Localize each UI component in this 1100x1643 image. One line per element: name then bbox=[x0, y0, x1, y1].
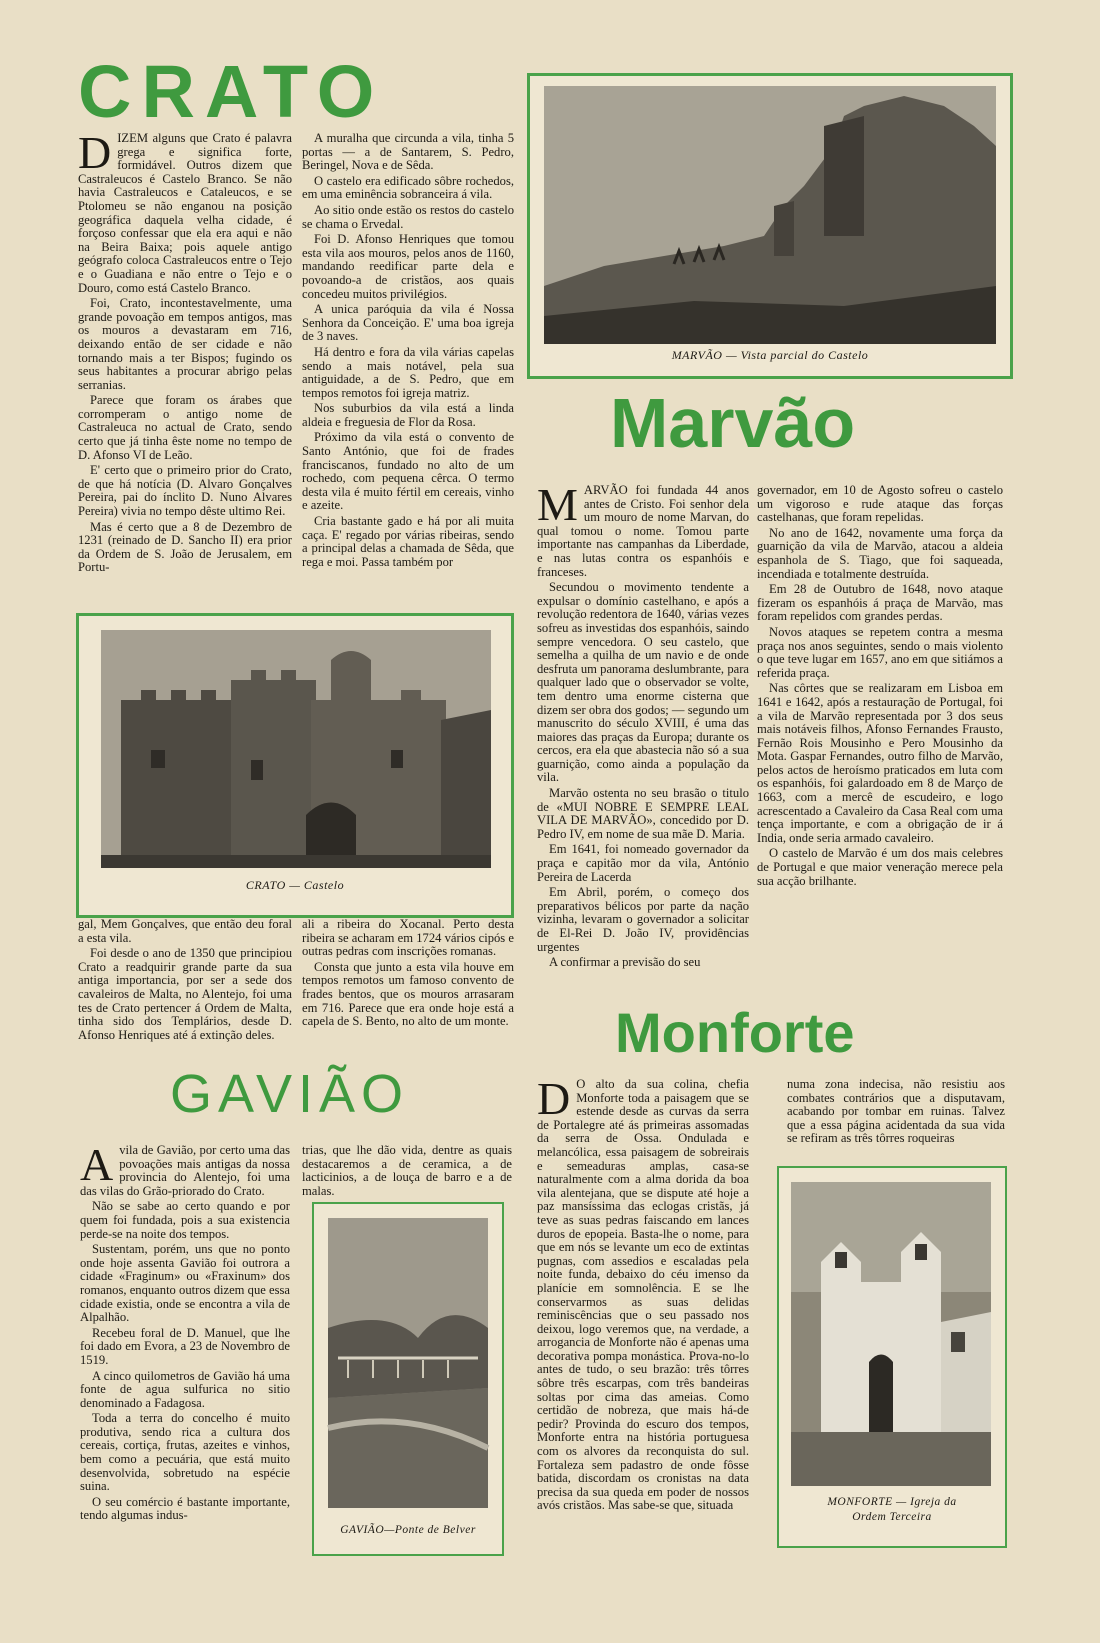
marvao-col1-p6: A confirmar a previsão do seu bbox=[549, 955, 701, 970]
marvao-col1-p1: ARVÃO foi fundada 44 anos antes de Cristo. Foi senhor dela um mouro de nome Marvan, do qual tomou o nome. Tomou parte importante nas campanhas da Liberdade, e nas lutas contra os espanhóis e franceses. bbox=[537, 483, 749, 579]
crato-dropcap: D bbox=[78, 127, 112, 178]
crato-col1-p3: Parece que foram os árabes que corromperam o antigo nome de Castraleuca no actual de Crato, sendo certo que já tinha êste nome no tempo de D. Afonso VI de Leão. bbox=[78, 393, 292, 462]
crato-photo-frame bbox=[76, 613, 514, 918]
marvao-photo-caption: MARVÃO — Vista parcial do Castelo bbox=[671, 348, 869, 362]
crato-castle-photo bbox=[101, 630, 491, 868]
crato-photo-caption: CRATO — Castelo bbox=[245, 878, 345, 892]
gaviao-col1-p7: O seu comércio é bastante importante, tendo algumas indus- bbox=[80, 1494, 290, 1523]
gaviao-column-1 bbox=[80, 1139, 290, 1554]
gaviao-col1-p3: Sustentam, porém, uns que no ponto onde hoje assenta Gavião foi outrora a cidade «Fraginum» ou «Fraxinum» dos romanos, enquanto outros dizem que essa cidade existia, onde se encontra a vila de Alpalhão. bbox=[80, 1242, 290, 1325]
monforte-photo-caption-1: MONFORTE — Igreja da bbox=[827, 1496, 957, 1508]
gaviao-col1-p2: Não se sabe ao certo quando e por quem foi fundada, pois a sua existencia perde-se na noite dos tempos. bbox=[80, 1199, 290, 1241]
crato-col2-p5: A unica paróquia da vila é Nossa Senhora da Conceição. E' uma boa igreja de 3 naves. bbox=[302, 302, 514, 344]
crato-col4-p1: ali a ribeira do Xocanal. Perto desta ribeira se acharam em 1724 vários cipós e outras pedras com inscrições romanas. bbox=[302, 917, 514, 959]
marvao-col2-p2: No ano de 1642, novamente uma força da guarnição da vila de Marvão, atacou a aldeia espanhola de S. Tiago, que foi saqueada, incendiada e totalmente destruída. bbox=[757, 525, 1003, 581]
gaviao-photo-caption: GAVIÃO—Ponte de Belver bbox=[340, 1524, 476, 1536]
monforte-col1-p1: O alto da sua colina, chefia Monforte toda a paisagem que se estende desde as curvas da serra de Portalegre até ás primeiras assomadas da serra de Ossa. Ondulada e melancólica, essa paisagem de sobreirais e semeaduras amplas, casa-se naturalmente com a alma dorida da boa vila alentejana, que se dispute até hoje a paz mansíssima das eclogas cristãs, já teve as suas pedras faiscando em lances duros de epopeia. Basta-lhe o nome, para que em nós se levante um eco de extintas pugnas, com assedios e escaladas pela noite funda, debaixo do céu imenso da planície em somnolência. E se lhe conservarmos as suas delidas reminiscências que o seu passado nos deixou, logo veremos que, na verdade, a arrogancia de Monforte não é apenas uma decorativa pompa monástica. Prova-no-lo antes de tudo, o seu brazão: três tôrres sôbre três escarpas, com três bandeiras soltas por cima das ameias. Como certidão de nobreza, que mais há-de pedir? Provinda do escuro dos tempos, Monforte entra na história portuguesa com os alvores da reconquista do sul. Fortaleza sem padastro de onde fôsse batida, discordam os cronistas na data precisa da sua queda em poder de nossos avós cristãos. Mas sabe-se que, situada bbox=[537, 1077, 749, 1513]
crato-col3-p2: Foi desde o ano de 1350 que principiou Crato a readquirir grande parte da sua antiga importancia, por ser a sede dos cavaleiros de Malta, no Alentejo, foi uma tes de Crato pertencer á Ordem de Malta, tinha sido dos Templários, desde D. Afonso Henriques até á extinção deles. bbox=[78, 946, 292, 1042]
gaviao-title: GAVIÃO bbox=[170, 1064, 410, 1124]
gaviao-col2-p1: trias, que lhe dão vida, dentre as quais destacaremos a de ceramica, a de lacticinios, a de louça de barro e a de malas. bbox=[302, 1143, 512, 1198]
crato-col2-p6: Há dentro e fora da vila várias capelas sendo a mais notável, pela sua antiguidade, a de S. Pedro, que em tempos remotos foi igreja matriz. bbox=[302, 344, 514, 400]
crato-col4-p2: Consta que junto a esta vila houve em tempos remotos um famoso convento de frades bentos, que os mouros arrasaram em 716. Parece que era onde hoje está a capela de S. Bento, no alto de um monte. bbox=[302, 959, 514, 1029]
gaviao-col1-p6: Toda a terra do concelho é muito produtiva, sendo rica a cultura dos cereais, cortiça, frutas, azeites e vinhos, bem como a pecuária, que está muito desenvolvida, sobretudo na espécie suina. bbox=[80, 1411, 290, 1494]
monforte-photo-frame bbox=[777, 1166, 1007, 1548]
marvao-col1-p5: Em Abril, porém, o começo dos preparativos bélicos por parte da nação vizinha, levaram o governador a solicitar de El-Rei D. João IV, providências urgentes bbox=[537, 885, 749, 954]
crato-col2-p7: Nos suburbios da vila está a linda aldeia e freguesia de Flor da Rosa. bbox=[302, 401, 514, 429]
marvao-col2-p3: Em 28 de Outubro de 1648, novo ataque fizeram os espanhóis á praça de Marvão, mas foram repelidos com grandes perdas. bbox=[757, 582, 1003, 624]
crato-title: CRATO bbox=[78, 50, 385, 133]
marvao-col2-p6: O castelo de Marvão é um dos mais celebres de Portugal e que maior veneração merece pela sua acção brilhante. bbox=[757, 846, 1003, 888]
marvao-castle-photo bbox=[544, 86, 996, 344]
monforte-church-photo bbox=[791, 1182, 991, 1486]
crato-col2-p8: Próximo da vila está o convento de Santo António, que foi de frades franciscanos, fundado no alto de um rochedo, com pequena cêrca. O termo desta vila é muito fértil em cereais, vinho e azeite. bbox=[302, 430, 514, 513]
crato-col2-p2: O castelo era edificado sôbre rochedos, em uma eminência sobranceira á vila. bbox=[302, 173, 514, 202]
monforte-column-2 bbox=[787, 1078, 1005, 1158]
crato-col2-p9: Cria bastante gado e há por ali muita caça. E' regado por várias ribeiras, sendo a principal delas a chamada de Sêda, que rega e moi. Passa também por bbox=[302, 514, 514, 569]
monforte-col2-p1: numa zona indecisa, não resistiu aos combates contrários que a disputavam, acabando por tombar em ruinas. Talvez que a essa página acidentada da sua vida se refiram as três tôrres roqueiras bbox=[787, 1077, 1005, 1146]
crato-column-4 bbox=[302, 918, 514, 1034]
monforte-dropcap: D bbox=[537, 1073, 571, 1124]
crato-col2-p1: A muralha que circunda a vila, tinha 5 portas — a de Santarem, S. Pedro, Beringel, Nova e de Sêda. bbox=[302, 131, 514, 173]
gaviao-col1-p1: vila de Gavião, por certo uma das povoações mais antigas da nossa provincia do Alentejo, foi uma das vilas do Grão-priorado do Crato. bbox=[80, 1143, 290, 1198]
marvao-col1-p4: Em 1641, foi nomeado governador da praça e capitão mor da vila, António Pereira de Lacerda bbox=[537, 842, 749, 884]
crato-col3-p1: gal, Mem Gonçalves, que então deu foral a esta vila. bbox=[78, 917, 292, 945]
marvao-col2-p1: governador, em 10 de Agosto sofreu o castelo um vigoroso e rude ataque das forças castelhanas, que foram repelidas. bbox=[757, 483, 1003, 525]
crato-col1-p5: Mas é certo que a 8 de Dezembro de 1231 (reinado de D. Sancho II) era prior da Ordem de S. João de Jerusalem, em Portu- bbox=[78, 519, 292, 575]
gaviao-bridge-photo bbox=[328, 1218, 488, 1508]
marvao-column-1 bbox=[537, 479, 749, 982]
gaviao-dropcap: A bbox=[80, 1139, 114, 1190]
crato-column-1 bbox=[78, 127, 292, 584]
gaviao-photo-frame bbox=[312, 1202, 504, 1556]
marvao-title: Marvão bbox=[610, 384, 856, 462]
crato-col1-p2: Foi, Crato, incontestavelmente, uma grande povoação em tempos antigos, mas os mouros a devastaram em 716, deixando então de ser cidade e não tornando mais a ter Bispos; fugindo os seus habitantes a procurar abrigo pelas serranias. bbox=[78, 296, 292, 392]
marvao-dropcap: M bbox=[537, 479, 578, 530]
marvao-col2-p5: Nas côrtes que se realizaram em Lisboa em 1641 e 1642, após a restauração de Portugal, foi a vila de Marvão representada por 3 dos seus mais notáveis filhos, Afonso Fernandes Frausto, Fernão Rois Mousinho e Pero Mousinho da Mota. Gaspar Fernandes, outro filho de Marvão, pelos actos de heroísmo praticados em luta com os espanhóis, foi galardoado em 8 de Março de 1663, com a mercê de escudeiro, e logo acrescentado a Cavaleiro da Casa Real com uma tença importante, e com a obrigação de ir á India, onde seria armado cavaleiro. bbox=[757, 681, 1003, 845]
gaviao-col1-p5: A cinco quilometros de Gavião há uma fonte de agua sulfurica no sitio denominado a Fadagosa. bbox=[80, 1368, 290, 1410]
marvao-column-2 bbox=[757, 484, 1003, 982]
marvao-photo-frame bbox=[527, 73, 1013, 379]
crato-column-2 bbox=[302, 132, 514, 584]
crato-col1-p1: IZEM alguns que Crato é palavra grega e significa forte, formidável. Outros dizem que Castraleucos é Castelo Branco. Se não havia Castraleucos e Cataleucos, e se Ptolomeu se não enganou na posição geográfica daquela velha cidade, é forçoso confessar que ela era aqui e não na Beira Baixa; pois aquele antigo geógrafo coloca Castraleucos entre o Tejo e o Guadiana e não entre o Tejo e o Douro, como está Castelo Branco. bbox=[78, 131, 292, 295]
monforte-photo-caption-2: Ordem Terceira bbox=[852, 1511, 932, 1523]
marvao-col1-p3: Marvão ostenta no seu brasão o titulo de «MUI NOBRE E SEMPRE LEAL VILA DE MARVÃO», concedido por D. Pedro IV, em nome de sua mãe D. Maria. bbox=[537, 786, 749, 841]
marvao-col1-p2: Secundou o movimento tendente a expulsar o domínio castelhano, e após a revolução redentora de 1640, várias vezes sofreu as investidas dos espanhóis, saindo sempre vencedora. O seu castelo, que semelha a quilha de um navio e de onde desfruta um panorama deslumbrante, para qualquer lado que o observador se volte, tem dentro uma enorme cisterna que dizem ser obra dos godos; — segundo um manuscrito do século XVIII, é uma das maiores das praças da Europa; durante os cercos, era ela que abastecia não só a sua guarnição, como ainda a população da vila. bbox=[537, 580, 749, 785]
marvao-col2-p4: Novos ataques se repetem contra a mesma praça nos anos seguintes, sendo o mais violento o que teve lugar em 1657, ano em que sitiámos a referida praça. bbox=[757, 624, 1003, 680]
crato-col2-p4: Foi D. Afonso Henriques que tomou esta vila aos mouros, pelos anos de 1160, mandando reedificar parte dela e povoando-a de cristãos, aos quais concedeu muitos privilégios. bbox=[302, 232, 514, 301]
crato-column-3 bbox=[78, 917, 292, 1042]
crato-col1-p4: E' certo que o primeiro prior do Crato, de que há notícia (D. Alvaro Gonçalves Pereira, pai do ínclito D. Nuno Alvares Pereira) vivia no tempo dêste ultimo Rei. bbox=[78, 463, 292, 519]
monforte-column-1 bbox=[537, 1073, 749, 1600]
monforte-title: Monforte bbox=[615, 1001, 855, 1064]
crato-col2-p3: Ao sitio onde estão os restos do castelo se chama o Ervedal. bbox=[302, 202, 514, 231]
gaviao-column-2 bbox=[302, 1144, 512, 1200]
gaviao-col1-p4: Recebeu foral de D. Manuel, que lhe foi dado em Evora, a 23 de Novembro de 1519. bbox=[80, 1325, 290, 1367]
